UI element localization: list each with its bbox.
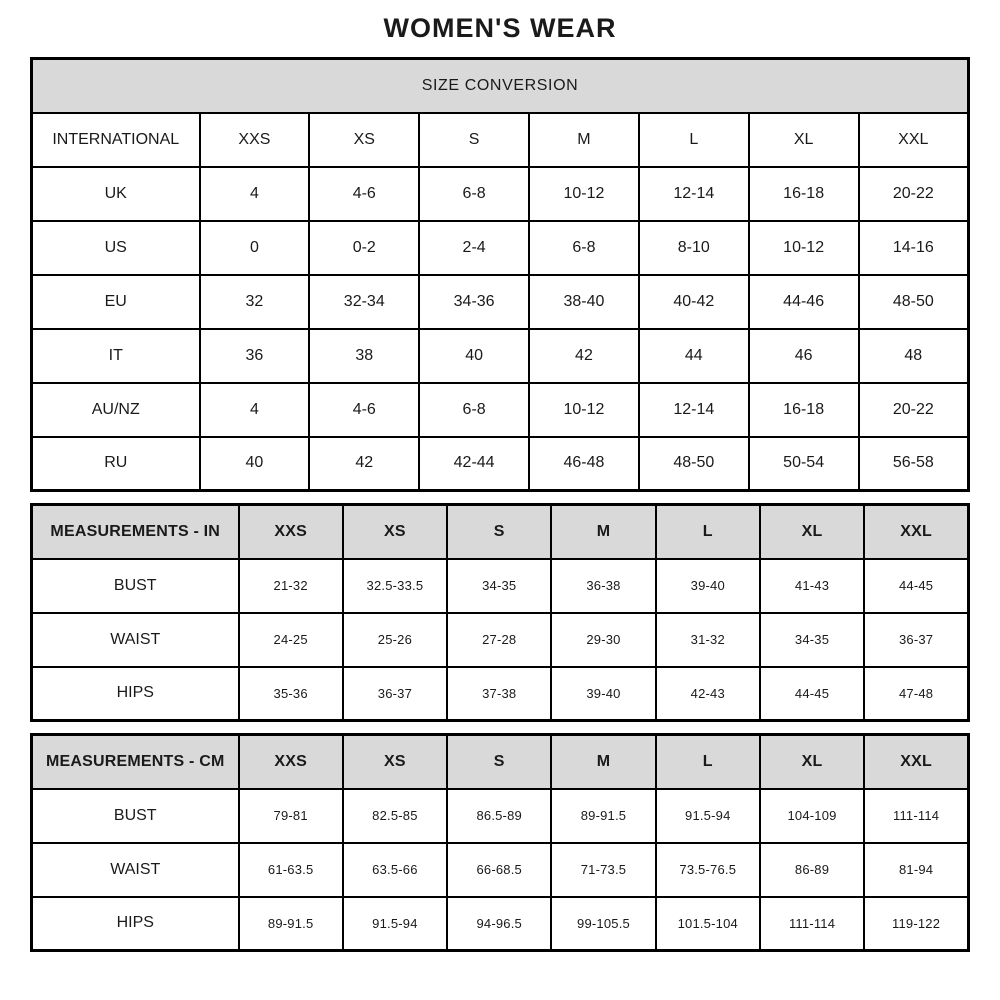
value-cell: 73.5-76.5 [656, 843, 760, 897]
measurements-in-size-header-xxl: XXL [864, 505, 968, 559]
value-cell: 6-8 [529, 221, 639, 275]
value-cell: 66-68.5 [447, 843, 551, 897]
measurements-in-header-label: MEASUREMENTS - IN [32, 505, 239, 559]
size-conversion-caption: SIZE CONVERSION [32, 59, 969, 113]
value-cell: 0 [200, 221, 310, 275]
size-conversion-header-row [32, 113, 969, 167]
value-cell: 10-12 [529, 167, 639, 221]
value-cell: 99-105.5 [551, 897, 655, 951]
value-cell: 48-50 [639, 437, 749, 491]
measurements-cm-row-label: BUST [32, 789, 239, 843]
value-cell: 38 [309, 329, 419, 383]
measurements-cm-size-header-m: M [551, 735, 655, 789]
measurements-in-row-label: HIPS [32, 667, 239, 721]
value-cell: 48-50 [859, 275, 969, 329]
value-cell: 71-73.5 [551, 843, 655, 897]
value-cell: 6-8 [419, 167, 529, 221]
measurements-in-row-bust [32, 559, 969, 613]
measurements-cm-size-header-xxs: XXS [239, 735, 343, 789]
size-conversion-row-label: US [32, 221, 200, 275]
size-conversion-row-eu [32, 275, 969, 329]
size-conversion-size-header-s: S [419, 113, 529, 167]
value-cell: 4-6 [309, 167, 419, 221]
value-cell: 2-4 [419, 221, 529, 275]
size-conversion-size-header-xxs: XXS [200, 113, 310, 167]
size-conversion-row-label: RU [32, 437, 200, 491]
value-cell: 12-14 [639, 383, 749, 437]
value-cell: 25-26 [343, 613, 447, 667]
value-cell: 32-34 [309, 275, 419, 329]
value-cell: 10-12 [529, 383, 639, 437]
value-cell: 32.5-33.5 [343, 559, 447, 613]
value-cell: 36-37 [864, 613, 968, 667]
value-cell: 91.5-94 [656, 789, 760, 843]
value-cell: 0-2 [309, 221, 419, 275]
measurements-cm-body [32, 735, 969, 951]
size-conversion-row-label: IT [32, 329, 200, 383]
value-cell: 14-16 [859, 221, 969, 275]
size-conversion-size-header-m: M [529, 113, 639, 167]
size-conversion-row-uk [32, 167, 969, 221]
value-cell: 44-45 [760, 667, 864, 721]
value-cell: 27-28 [447, 613, 551, 667]
value-cell: 56-58 [859, 437, 969, 491]
size-conversion-body [32, 59, 969, 491]
measurements-cm-row-waist [32, 843, 969, 897]
value-cell: 86.5-89 [447, 789, 551, 843]
measurements-in-body [32, 505, 969, 721]
value-cell: 37-38 [447, 667, 551, 721]
size-conversion-size-header-xxl: XXL [859, 113, 969, 167]
measurements-cm-row-label: WAIST [32, 843, 239, 897]
value-cell: 81-94 [864, 843, 968, 897]
measurements-cm-header-row [32, 735, 969, 789]
value-cell: 16-18 [749, 167, 859, 221]
measurements-in-row-label: WAIST [32, 613, 239, 667]
size-conversion-row-us [32, 221, 969, 275]
value-cell: 10-12 [749, 221, 859, 275]
size-conversion-header-label: INTERNATIONAL [32, 113, 200, 167]
size-conversion-table [30, 57, 970, 492]
value-cell: 34-35 [760, 613, 864, 667]
measurements-cm-row-hips [32, 897, 969, 951]
value-cell: 86-89 [760, 843, 864, 897]
value-cell: 41-43 [760, 559, 864, 613]
value-cell: 40 [200, 437, 310, 491]
value-cell: 119-122 [864, 897, 968, 951]
value-cell: 29-30 [551, 613, 655, 667]
measurements-in-header-row [32, 505, 969, 559]
value-cell: 4 [200, 383, 310, 437]
size-conversion-size-header-l: L [639, 113, 749, 167]
value-cell: 34-35 [447, 559, 551, 613]
value-cell: 89-91.5 [239, 897, 343, 951]
value-cell: 44-46 [749, 275, 859, 329]
value-cell: 6-8 [419, 383, 529, 437]
value-cell: 32 [200, 275, 310, 329]
measurements-in-size-header-xl: XL [760, 505, 864, 559]
value-cell: 36 [200, 329, 310, 383]
value-cell: 89-91.5 [551, 789, 655, 843]
value-cell: 61-63.5 [239, 843, 343, 897]
value-cell: 44 [639, 329, 749, 383]
value-cell: 42 [309, 437, 419, 491]
value-cell: 47-48 [864, 667, 968, 721]
measurements-cm-size-header-xs: XS [343, 735, 447, 789]
value-cell: 39-40 [656, 559, 760, 613]
value-cell: 8-10 [639, 221, 749, 275]
size-conversion-row-label: AU/NZ [32, 383, 200, 437]
size-conversion-size-header-xl: XL [749, 113, 859, 167]
measurements-in-row-label: BUST [32, 559, 239, 613]
value-cell: 42 [529, 329, 639, 383]
measurements-cm-size-header-xxl: XXL [864, 735, 968, 789]
value-cell: 38-40 [529, 275, 639, 329]
value-cell: 16-18 [749, 383, 859, 437]
value-cell: 34-36 [419, 275, 529, 329]
value-cell: 24-25 [239, 613, 343, 667]
size-conversion-row-label: EU [32, 275, 200, 329]
value-cell: 4-6 [309, 383, 419, 437]
value-cell: 42-44 [419, 437, 529, 491]
measurements-in-size-header-xxs: XXS [239, 505, 343, 559]
value-cell: 104-109 [760, 789, 864, 843]
value-cell: 82.5-85 [343, 789, 447, 843]
measurements-in-size-header-s: S [447, 505, 551, 559]
value-cell: 39-40 [551, 667, 655, 721]
measurements-cm-row-label: HIPS [32, 897, 239, 951]
measurements-in-size-header-m: M [551, 505, 655, 559]
value-cell: 46 [749, 329, 859, 383]
size-conversion-row-it [32, 329, 969, 383]
measurements-cm-row-bust [32, 789, 969, 843]
measurements-in-size-header-xs: XS [343, 505, 447, 559]
value-cell: 50-54 [749, 437, 859, 491]
measurements-cm-size-header-s: S [447, 735, 551, 789]
size-conversion-caption-row [32, 59, 969, 113]
measurements-in-row-hips [32, 667, 969, 721]
value-cell: 48 [859, 329, 969, 383]
page-title: WOMEN'S WEAR [383, 13, 617, 43]
measurements-cm-header-label: MEASUREMENTS - CM [32, 735, 239, 789]
size-conversion-row-au-nz [32, 383, 969, 437]
value-cell: 63.5-66 [343, 843, 447, 897]
value-cell: 44-45 [864, 559, 968, 613]
value-cell: 91.5-94 [343, 897, 447, 951]
value-cell: 40-42 [639, 275, 749, 329]
value-cell: 111-114 [760, 897, 864, 951]
measurements-in-table [30, 503, 970, 722]
value-cell: 31-32 [656, 613, 760, 667]
measurements-cm-size-header-l: L [656, 735, 760, 789]
size-conversion-size-header-xs: XS [309, 113, 419, 167]
size-conversion-row-ru [32, 437, 969, 491]
value-cell: 94-96.5 [447, 897, 551, 951]
value-cell: 42-43 [656, 667, 760, 721]
measurements-cm-table [30, 733, 970, 952]
value-cell: 4 [200, 167, 310, 221]
measurements-in-size-header-l: L [656, 505, 760, 559]
value-cell: 40 [419, 329, 529, 383]
value-cell: 36-38 [551, 559, 655, 613]
value-cell: 111-114 [864, 789, 968, 843]
measurements-in-row-waist [32, 613, 969, 667]
value-cell: 46-48 [529, 437, 639, 491]
value-cell: 36-37 [343, 667, 447, 721]
value-cell: 79-81 [239, 789, 343, 843]
size-conversion-row-label: UK [32, 167, 200, 221]
value-cell: 12-14 [639, 167, 749, 221]
value-cell: 101.5-104 [656, 897, 760, 951]
value-cell: 21-32 [239, 559, 343, 613]
value-cell: 20-22 [859, 167, 969, 221]
measurements-cm-size-header-xl: XL [760, 735, 864, 789]
value-cell: 20-22 [859, 383, 969, 437]
value-cell: 35-36 [239, 667, 343, 721]
